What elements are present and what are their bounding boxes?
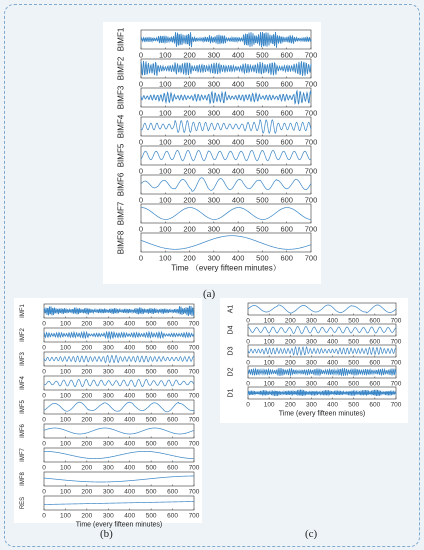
x-tick-label: 300 [102,512,114,520]
x-tick-label: 400 [124,344,136,352]
x-tick-label: 200 [81,416,93,424]
x-tick-label: 500 [348,338,360,346]
x-tick-label: 600 [167,392,179,400]
x-tick-label: 400 [231,224,245,234]
x-tick-label: 100 [59,416,71,424]
x-tick-label: 300 [305,401,317,409]
x-tick-label: 500 [256,137,269,147]
x-tick-label: 400 [124,416,136,424]
subplot-label: D1 [227,388,235,398]
subplot-imf4 [20,376,200,400]
x-tick-label: 700 [304,79,318,89]
x-tick-label: 600 [369,338,381,346]
x-tick-label: 200 [81,344,93,352]
x-tick-label: 300 [102,368,114,376]
x-tick-label: 0 [138,137,144,147]
x-tick-label: 300 [207,108,221,118]
subplot-imf7 [20,448,200,472]
subplot-label: IMF3 [20,352,26,366]
x-tick-label: 300 [102,320,114,328]
subplot-label: D4 [227,325,235,335]
x-tick-label: 500 [256,166,269,176]
x-tick-label: 400 [124,464,136,472]
x-tick-label: 0 [42,464,46,472]
x-tick-label: 300 [305,380,317,388]
x-tick-label: 600 [280,137,293,147]
x-tick-label: 500 [145,344,157,352]
x-tick-label: 0 [138,79,144,89]
x-tick-label: 200 [284,338,296,346]
subplot-label: IMF1 [20,304,26,318]
x-tick-label: 700 [188,320,200,328]
x-tick-label: 200 [284,359,296,367]
x-tick-label: 400 [231,166,245,176]
x-tick-label: 400 [327,401,339,409]
x-tick-label: 200 [81,368,93,376]
subplot-label: D3 [227,346,235,356]
x-tick-label: 300 [207,137,221,147]
x-tick-label: 600 [167,512,179,520]
x-tick-label: 0 [42,392,46,400]
x-tick-label: 700 [188,344,200,352]
x-tick-label: 700 [188,368,200,376]
subplot-a1 [228,303,402,325]
subplot-d4 [228,324,402,346]
chart-a [103,22,321,284]
subplot-d3 [228,345,402,367]
subplot-bimf7 [117,201,318,233]
x-tick-label: 600 [280,224,293,234]
subplot-bimf2 [117,56,318,88]
x-tick-label: 200 [183,108,196,118]
subplot-label: BIMF4 [116,114,126,139]
subplot-imf6 [20,424,200,448]
subplot-label: A1 [227,304,235,314]
x-tick-label: 300 [305,338,317,346]
x-axis-label: Time （every fifteen minutes） [171,263,281,273]
subplot-label: IMF2 [20,328,26,342]
x-tick-label: 500 [348,401,360,409]
x-tick-label: 500 [145,464,157,472]
x-tick-label: 400 [327,359,339,367]
x-tick-label: 600 [167,368,179,376]
subplot-label: IMF7 [20,448,26,462]
x-tick-label: 0 [138,166,144,176]
x-tick-label: 100 [59,440,71,448]
x-tick-label: 700 [188,416,200,424]
x-tick-label: 500 [256,108,269,118]
x-tick-label: 300 [207,195,221,205]
x-tick-label: 0 [138,224,144,234]
x-tick-label: 400 [231,50,245,60]
x-tick-label: 700 [390,338,402,346]
x-tick-label: 400 [124,440,136,448]
x-tick-label: 100 [263,380,275,388]
subplot-imf5 [20,400,200,424]
x-tick-label: 0 [246,380,250,388]
x-tick-label: 600 [167,464,179,472]
subplot-label: BIMF6 [116,172,126,197]
x-tick-label: 400 [327,380,339,388]
subplot-box [141,175,311,194]
x-tick-label: 700 [304,195,318,205]
x-tick-label: 600 [369,380,381,388]
x-tick-label: 400 [231,79,245,89]
subplot-res [20,496,200,520]
x-tick-label: 500 [348,317,360,325]
x-tick-label: 0 [246,317,250,325]
x-tick-label: 100 [59,368,71,376]
x-tick-label: 100 [263,317,275,325]
x-tick-label: 0 [42,512,46,520]
x-tick-label: 300 [207,253,221,263]
subplot-box [44,328,194,342]
subplot-label: BIMF3 [116,85,126,110]
x-tick-label: 200 [284,317,296,325]
subplot-box [141,59,311,78]
panel-a [103,22,321,284]
x-tick-label: 600 [369,401,381,409]
subplot-label: RES [20,496,26,510]
x-tick-label: 100 [159,253,172,263]
x-tick-label: 700 [390,401,402,409]
x-tick-label: 500 [145,320,157,328]
x-tick-label: 200 [81,440,93,448]
x-tick-label: 600 [167,344,179,352]
x-tick-label: 700 [188,488,200,496]
subplot-label: BIMF2 [116,56,126,81]
subplot-box [44,472,194,486]
x-tick-label: 100 [59,320,71,328]
subplot-imf3 [20,352,200,376]
subplot-bimf6 [117,172,318,204]
chart-c [220,298,408,423]
x-tick-label: 300 [102,344,114,352]
subplot-label: BIMF7 [116,201,126,226]
x-tick-label: 0 [42,416,46,424]
x-tick-label: 100 [263,401,275,409]
x-tick-label: 600 [369,317,381,325]
x-tick-label: 600 [280,50,293,60]
panel-b [14,298,202,529]
x-tick-label: 300 [207,166,221,176]
x-tick-label: 0 [42,440,46,448]
x-tick-label: 300 [102,416,114,424]
subplot-bimf5 [117,143,318,175]
x-tick-label: 400 [327,338,339,346]
subplot-d2 [228,366,402,388]
subplot-d1 [228,387,402,409]
subplot-label: IMF8 [20,472,26,486]
x-tick-label: 600 [280,195,293,205]
x-tick-label: 200 [183,166,196,176]
x-tick-label: 0 [246,401,250,409]
subplot-label: BIMF8 [116,230,126,255]
x-tick-label: 100 [159,166,172,176]
subplot-bimf8 [117,230,318,262]
x-tick-label: 600 [167,416,179,424]
x-tick-label: 200 [81,464,93,472]
x-tick-label: 600 [167,440,179,448]
x-tick-label: 300 [102,488,114,496]
x-tick-label: 0 [138,195,144,205]
x-tick-label: 0 [246,338,250,346]
x-tick-label: 600 [167,488,179,496]
x-tick-label: 400 [124,512,136,520]
caption-a: (a) [203,288,216,300]
x-tick-label: 100 [159,137,172,147]
x-tick-label: 700 [188,440,200,448]
subplot-box [44,376,194,390]
x-tick-label: 300 [207,224,221,234]
subplot-imf1 [20,304,200,328]
x-tick-label: 600 [167,320,179,328]
x-tick-label: 400 [231,253,245,263]
x-tick-label: 200 [183,253,196,263]
x-tick-label: 500 [256,195,269,205]
x-tick-label: 400 [124,488,136,496]
x-tick-label: 500 [145,488,157,496]
x-tick-label: 100 [59,344,71,352]
subplot-box [44,400,194,414]
x-tick-label: 300 [305,359,317,367]
x-tick-label: 700 [304,137,318,147]
x-tick-label: 100 [159,108,172,118]
x-tick-label: 500 [348,359,360,367]
x-tick-label: 700 [304,108,318,118]
subplot-label: D2 [227,367,235,377]
caption-b: (b) [100,528,113,540]
x-tick-label: 100 [159,50,172,60]
x-tick-label: 700 [188,512,200,520]
x-tick-label: 100 [59,488,71,496]
x-axis-label: Time (every fifteen minutes) [75,521,163,529]
x-tick-label: 400 [231,137,245,147]
x-tick-label: 100 [263,359,275,367]
x-tick-label: 300 [207,79,221,89]
x-tick-label: 200 [284,380,296,388]
x-tick-label: 700 [304,224,318,234]
x-tick-label: 600 [280,79,293,89]
subplot-label: IMF6 [20,424,26,438]
subplot-label: BIMF5 [116,143,126,168]
x-tick-label: 200 [183,137,196,147]
x-tick-label: 400 [327,317,339,325]
x-tick-label: 100 [263,338,275,346]
x-tick-label: 200 [284,401,296,409]
x-tick-label: 300 [207,50,221,60]
x-tick-label: 500 [256,79,269,89]
x-tick-label: 400 [124,368,136,376]
x-tick-label: 0 [42,488,46,496]
x-tick-label: 500 [256,253,269,263]
x-tick-label: 0 [138,108,144,118]
subplot-bimf4 [117,114,318,146]
x-tick-label: 300 [102,440,114,448]
caption-c: (c) [305,528,318,540]
x-tick-label: 0 [138,253,144,263]
x-tick-label: 500 [145,368,157,376]
x-tick-label: 500 [348,380,360,388]
x-tick-label: 300 [102,392,114,400]
x-tick-label: 600 [280,108,293,118]
x-tick-label: 400 [231,195,245,205]
x-tick-label: 200 [81,512,93,520]
x-tick-label: 500 [145,392,157,400]
x-tick-label: 200 [183,195,196,205]
x-tick-label: 500 [256,50,269,60]
subplot-imf2 [20,328,200,352]
x-tick-label: 100 [159,224,172,234]
x-tick-label: 0 [42,320,46,328]
x-tick-label: 400 [124,320,136,328]
x-tick-label: 200 [81,320,93,328]
subplot-box [141,146,311,165]
x-tick-label: 600 [280,253,293,263]
x-tick-label: 200 [81,488,93,496]
subplot-label: BIMF1 [116,27,126,52]
x-tick-label: 700 [304,166,318,176]
subplot-label: IMF5 [20,400,26,414]
x-tick-label: 400 [231,108,245,118]
x-tick-label: 0 [42,344,46,352]
x-tick-label: 100 [59,512,71,520]
x-tick-label: 200 [183,50,196,60]
x-tick-label: 100 [59,392,71,400]
x-tick-label: 200 [183,224,196,234]
x-tick-label: 500 [256,224,269,234]
x-tick-label: 500 [145,440,157,448]
x-tick-label: 0 [138,50,144,60]
x-tick-label: 500 [145,416,157,424]
x-tick-label: 200 [81,392,93,400]
subplot-bimf1 [117,27,318,59]
x-tick-label: 700 [304,50,318,60]
x-tick-label: 700 [304,253,318,263]
subplot-box [141,117,311,136]
x-tick-label: 100 [159,195,172,205]
x-tick-label: 300 [305,317,317,325]
x-tick-label: 200 [183,79,196,89]
x-tick-label: 700 [390,380,402,388]
x-tick-label: 100 [59,464,71,472]
x-tick-label: 0 [42,368,46,376]
subplot-bimf3 [117,85,318,117]
chart-b [14,298,202,529]
subplot-imf8 [20,472,200,496]
x-tick-label: 600 [369,359,381,367]
subplot-label: IMF4 [20,376,26,390]
x-tick-label: 300 [102,464,114,472]
x-tick-label: 0 [246,359,250,367]
x-axis-label: Time (every fifteen minutes) [278,410,366,418]
x-tick-label: 700 [188,392,200,400]
x-tick-label: 700 [188,464,200,472]
x-tick-label: 500 [145,512,157,520]
x-tick-label: 100 [159,79,172,89]
x-tick-label: 700 [390,359,402,367]
x-tick-label: 400 [124,392,136,400]
x-tick-label: 600 [280,166,293,176]
x-tick-label: 700 [390,317,402,325]
panel-c [220,298,408,423]
